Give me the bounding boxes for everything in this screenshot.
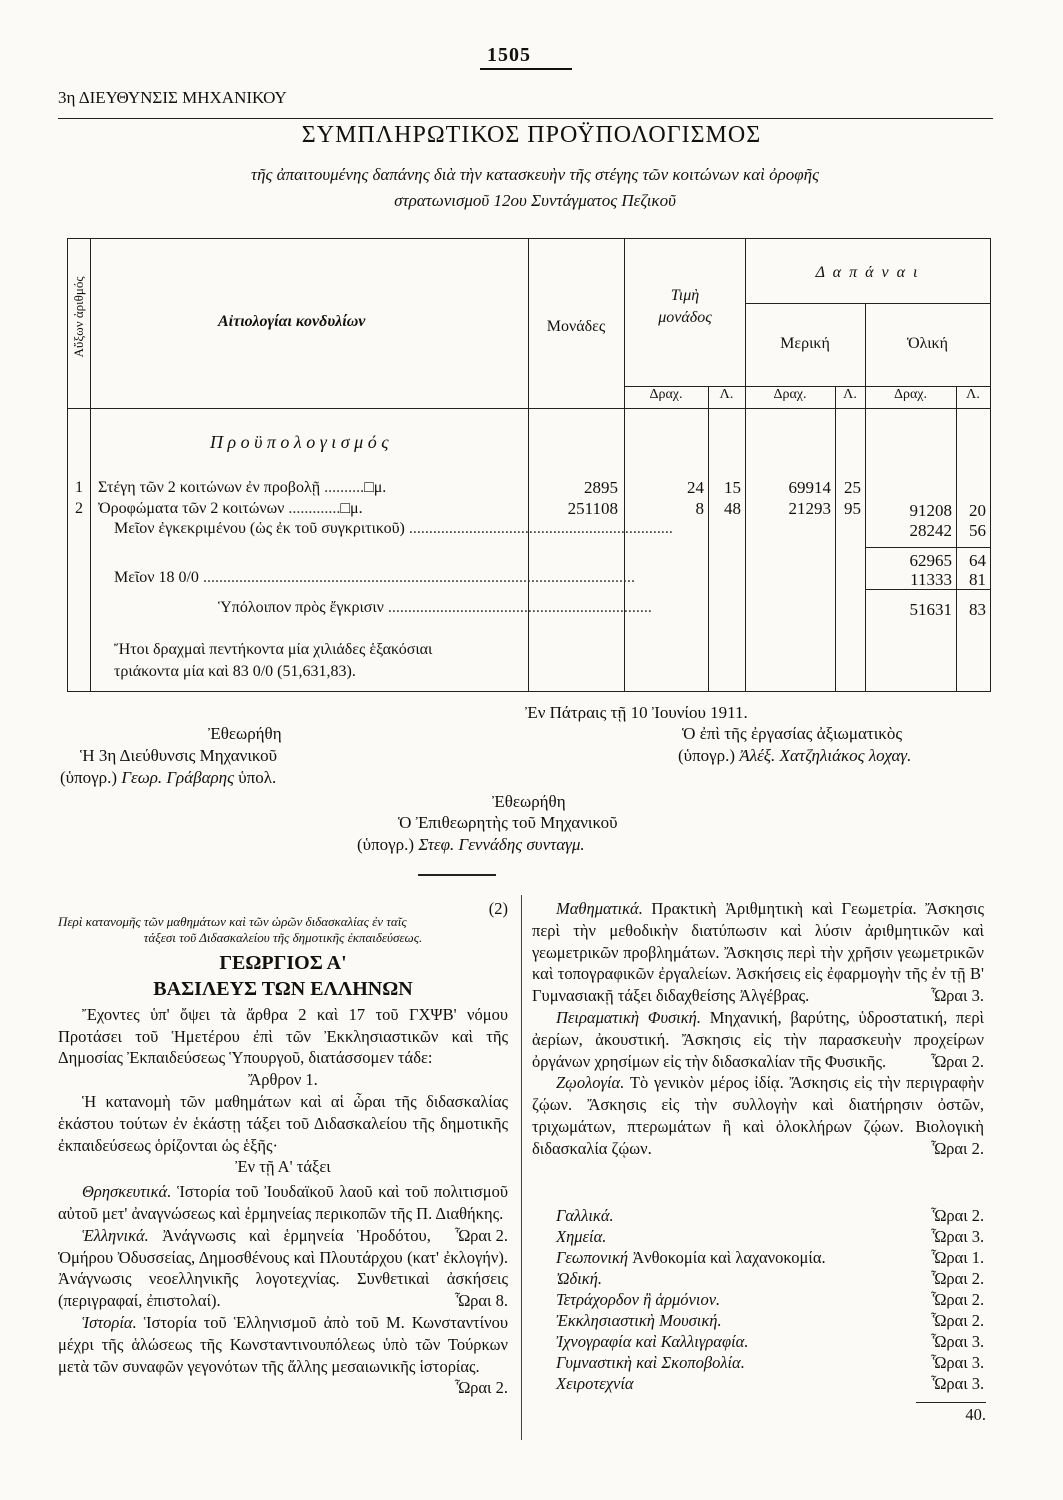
budget-table — [67, 238, 991, 692]
subject-name: Ἑλληνικά. — [82, 1225, 149, 1245]
units-value: 251108 — [567, 499, 618, 518]
subject-hours: Ὧραι 2. — [931, 1311, 985, 1330]
row-description — [98, 479, 523, 497]
list-item — [556, 1269, 985, 1289]
sum-rule — [865, 547, 990, 548]
seen-left: Ἐθεωρήθη — [208, 724, 282, 743]
amount-in-words-1: Ἤτοι δραχμαὶ πεντήκοντα μία χιλιάδες ἑξακόσιαι — [114, 641, 433, 658]
section-heading: 3η ΔΙΕΥΘΥΝΣΙΣ ΜΗΧΑΝΙΚΟΥ — [58, 88, 287, 107]
officer-signature — [678, 746, 911, 766]
subject-hours: Ὧραι 1. — [931, 1248, 985, 1267]
header-drach: Δραχ. — [649, 387, 683, 402]
minus-percent-label: Μεῖον 18 0/0 — [114, 569, 199, 586]
minus-approved-label: Μεῖον ἐγκεκριμένου (ὡς ἐκ τοῦ συγκριτικοῦ) — [114, 520, 405, 537]
header-total: Ὁλική — [907, 335, 948, 352]
page-number: 1505 — [487, 44, 531, 66]
total-lepta: 20 — [969, 501, 986, 520]
header-rule — [58, 118, 993, 119]
class-heading: Ἐν τῇ Α' τάξει — [235, 1157, 331, 1177]
subject-hours: Ὧραι 3. — [931, 1227, 985, 1246]
total-lepta: 56 — [969, 521, 986, 540]
subject-text: Μηχανική, βαρύτης, ὑδροστατική, περὶ ἀερίων, ἀκουστική. Ἄσκησις εἰς τὴν παρασκευὴν προχείρων ὀργάνων χρησίμων εἰς τὴν διδασκαλίαν τῆς Φυσικῆς. — [532, 1007, 984, 1071]
decree-heading-2: τάξεσι τοῦ Διδασκαλείου τῆς δημοτικῆς ἐκπαιδεύσεως. — [143, 929, 423, 945]
subject-text: Πρακτικὴ Ἀριθμητικὴ καὶ Γεωμετρία. Ἄσκησις περὶ τὴν μεθοδικὴν διατύπωσιν καὶ λύσιν ἀριθμητικῶν καὶ γεωμετρικῶν προβλημάτων. Ἄσκησις περὶ τὴν χρῆσιν γεωμετρικῶν καὶ τοπογραφικῶν ἐργαλείων. Ἀσκήσεις εἰς ἐφαρμογὴν τῆς ἐν τῇ Β' Γυμνασιακῇ τάξει διδαχθείσης Ἀλγέβρας. — [532, 899, 984, 1006]
subject-name: Ὠδική. — [556, 1269, 603, 1288]
section-label: Π ρ ο ϋ π ο λ ο γ ι σ μ ό ς — [210, 432, 389, 452]
minus-percent-row — [114, 569, 864, 587]
subject-hours: Ὧραι 2. — [454, 1378, 508, 1398]
section-separator — [418, 874, 496, 876]
row-number: 1 — [75, 479, 83, 496]
signed-note: (ὑπογρ.) — [678, 746, 736, 765]
price-lepta: 48 — [724, 499, 741, 518]
header-aux-number: Αὔξων ἀριθμός — [71, 276, 86, 358]
header-lepta: Λ. — [719, 387, 734, 402]
unit-symbol: □μ. — [364, 479, 387, 496]
subject-hours: Ὧραι 2. — [930, 1051, 984, 1071]
subject-math — [532, 898, 984, 1007]
col-rule — [835, 386, 836, 691]
signer-name: Στεφ. Γεννάδης — [418, 835, 523, 854]
decree-left-column — [58, 898, 508, 1399]
decree-preamble: Ἔχοντες ὑπ' ὄψει τὰ ἄρθρα 2 καὶ 17 τοῦ ΓΧΨΒ' νόμου Προτάσει τοῦ Ἡμετέρου ἐπὶ τῶν Ἐκκλησιαστικῶν καὶ τῆς Δημοσίας Ἐκπαιδεύσεως Ὑπουργοῦ, διατάσσομεν τάδε: — [58, 1004, 508, 1068]
units-value: 2895 — [584, 478, 618, 497]
directorate-signer: Ἡ 3η Διεύθυνσις Μηχανικοῦ — [80, 746, 278, 765]
col-rule — [624, 239, 625, 691]
partial-lepta: 25 — [844, 478, 861, 497]
header-unit-price: Τιμὴ μονάδος — [658, 287, 712, 326]
list-item — [556, 1374, 985, 1394]
col-rule — [708, 386, 709, 691]
total-rule — [916, 1402, 986, 1403]
signer-name: Γεωρ. Γράβαρης — [121, 768, 234, 787]
document-title: ΣΥΜΠΛΗΡΩΤΙΚΟΣ ΠΡΟΫΠΟΛΟΓΙΣΜΟΣ — [301, 122, 762, 148]
remaining-lepta: 83 — [969, 600, 986, 619]
row-description-text: Στέγη τῶν 2 κοιτώνων ἐν προβολῇ — [98, 479, 321, 496]
document-subtitle — [60, 162, 1010, 214]
signer-rank: ὑπολ. — [238, 768, 277, 787]
subject-hours: Ὧραι 8. — [454, 1291, 508, 1311]
subtitle-line-1: τῆς ἀπαιτουμένης δαπάνης διὰ τὴν κατασκευὴν τῆς στέγης τῶν κοιτώνων καὶ ὀροφῆς — [251, 165, 819, 184]
col-rule — [528, 239, 529, 691]
row-rule — [745, 303, 990, 304]
price-drach: 8 — [695, 499, 704, 518]
subtotal-drach: 62965 — [909, 551, 952, 570]
leader-dots: .......... — [320, 479, 365, 496]
column-separator — [521, 895, 522, 1440]
header-drach: Δραχ. — [893, 387, 928, 402]
subject-text: Τὸ γενικὸν μέρος ἰδίᾳ. Ἄσκησις εἰς τὴν περιγραφὴν ζῴων. Ἄσκησις εἰς τὴν συλλογὴν καὶ διατήρησιν ὀστῶν, τριχωμάτων, πτερωμάτων ἢ καὶ ὁλοκλήρων ζῴων. Βιολογικὴ διδασκαλία ζῴων. — [532, 1073, 985, 1158]
signer-name: Ἀλέξ. Χατζηλιάκος — [739, 746, 865, 765]
signer-rank: συνταγμ. — [526, 835, 585, 854]
signed-note: (ὑπογρ.) — [60, 768, 118, 787]
header-description: Αἰτιολογίαι κονδυλίων — [218, 313, 366, 330]
amount-in-words-2: τριάκοντα μία καὶ 83 0/0 (51,631,83). — [114, 663, 356, 680]
seen-center: Ἐθεωρήθη — [492, 792, 566, 811]
subject-hours: Ὧραι 2. — [930, 1138, 984, 1158]
col-rule — [745, 239, 746, 691]
remaining-row — [218, 599, 863, 617]
subject-text: Ἱστορία τοῦ Ἑλληνισμοῦ ἀπὸ τοῦ Μ. Κωνσταντίνου μέχρι τῆς ἁλώσεως τῆς Κωνσταντινουπόλεως ὑπὸ τῶν Τούρκων μετὰ τῶν συναφῶν γεγονότων τῆς ἄλλης μεσαιωνικῆς ἱστορίας. — [58, 1312, 508, 1376]
partial-drach: 21293 — [788, 499, 831, 518]
subject-hours: Ὧραι 3. — [931, 1332, 985, 1351]
signer-rank: λοχαγ. — [868, 746, 912, 765]
subject-hours: Ὧραι 2. — [454, 1225, 508, 1245]
place-date: Ἐν Πάτραις τῇ 10 Ἰουνίου 1911. — [525, 703, 748, 722]
signed-note: (ὑπογρ.) — [357, 835, 415, 854]
header-partial: Μερική — [780, 335, 830, 352]
subject-hours: Ὧραι 3. — [930, 986, 984, 1006]
total-drach: 28242 — [909, 521, 952, 540]
subject-name: Πειραματικὴ Φυσική. — [556, 1007, 701, 1027]
subject-history — [58, 1312, 508, 1398]
row-number: 2 — [75, 500, 83, 517]
header-drach: Δραχ. — [773, 387, 807, 402]
decree-number: (2) — [488, 899, 508, 918]
king-title: ΒΑΣΙΛΕΥΣ ΤΩΝ ΕΛΛΗΝΩΝ — [153, 977, 413, 1000]
subject-hours: Ὧραι 2. — [931, 1269, 985, 1288]
subject-hours: Ὧραι 2. — [931, 1290, 985, 1309]
subject-name: Θρησκευτικά. — [82, 1182, 172, 1202]
subject-hours: Ὧραι 2. — [931, 1206, 985, 1225]
subject-hours: Ὧραι 3. — [931, 1374, 985, 1393]
inspector-signature — [357, 835, 585, 855]
partial-drach: 69914 — [788, 478, 831, 497]
subject-hours: Ὧραι 3. — [931, 1353, 985, 1372]
list-item — [556, 1353, 985, 1373]
list-item — [556, 1290, 985, 1310]
total-lepta: 81 — [969, 570, 986, 589]
subject-name: Ἐκκλησιαστικὴ Μουσική. — [556, 1311, 722, 1330]
subtitle-line-2: στρατωνισμοῦ 12ου Συντάγματος Πεζικοῦ — [394, 191, 676, 210]
subject-text: Ἱστορία τοῦ Ἰουδαϊκοῦ λαοῦ καὶ τοῦ πολιτισμοῦ αὐτοῦ μετ' ἀναγνώσεως καὶ ἑρμηνείας περικοπῶν τῆς Π. Διαθήκης. — [58, 1182, 508, 1223]
subject-zoology — [532, 1072, 984, 1159]
subject-name: Ζῳολογία. — [556, 1073, 625, 1093]
list-item — [556, 1332, 985, 1352]
subject-name: Γαλλικά. — [556, 1206, 614, 1225]
header-bottom-rule — [68, 408, 990, 409]
subject-text: Ἀνάγνωσις καὶ ἑρμηνεία Ἡροδότου, Ὁμήρου Ὀδυσσείας, Δημοσθένους καὶ Πλουτάρχου (κατ' ἐκλογήν). Ἀνάγνωσις νεοελληνικῆς λογοτεχνίας. Συνθετικαὶ ἀσκήσεις (περιγραφαί, ἐπιστολαί). — [58, 1225, 508, 1311]
officer-title: Ὁ ἐπὶ τῆς ἐργασίας ἀξιωματικὸς — [682, 724, 903, 743]
inspector-title: Ὁ Ἐπιθεωρητὴς τοῦ Μηχανικοῦ — [398, 813, 618, 832]
row-description-text: Ὀροφώματα τῶν 2 κοιτώνων — [98, 500, 285, 517]
remaining-label: Ὑπόλοιπον πρὸς ἔγκρισιν — [218, 599, 384, 616]
leader-dots: .................................................................. — [383, 599, 652, 616]
row-description — [98, 500, 523, 518]
leader-dots: ............. — [284, 500, 341, 517]
subject-text: Ἀνθοκομία καὶ λαχανοκομία. — [632, 1248, 826, 1267]
unit-symbol: □μ. — [340, 500, 363, 517]
col-rule — [90, 239, 91, 691]
subject-name: Χημεία. — [556, 1227, 607, 1246]
subject-list — [556, 1206, 986, 1436]
partial-lepta: 95 — [844, 499, 861, 518]
header-expenses: Δ α π ά ν α ι — [815, 264, 920, 281]
list-item — [556, 1206, 985, 1226]
total-drach: 11333 — [910, 570, 952, 589]
decree-right-column — [532, 898, 984, 1160]
article-text: Ἡ κατανομὴ τῶν μαθημάτων καὶ αἱ ὧραι τῆς διδασκαλίας ἑκάστου τούτων ἐν ἑκάστῃ τάξει τοῦ Διδασκαλείου τῆς δημοτικῆς ἐκπαιδεύσεως ὁρίζονται ὡς ἑξῆς· — [58, 1091, 508, 1155]
decree-heading-1: Περὶ κατανομῆς τῶν μαθημάτων καὶ τῶν ὡρῶν διδασκαλίας ἐν ταῖς — [58, 913, 407, 929]
subject-physics — [532, 1007, 984, 1072]
header-units: Μονάδες — [546, 318, 606, 335]
leader-dots: ............................................................................................................ — [198, 569, 635, 586]
col-rule — [865, 303, 866, 691]
leader-dots: .................................................................. — [404, 520, 673, 537]
minus-approved-row — [114, 520, 864, 538]
total-drach: 91208 — [909, 501, 952, 520]
list-item — [556, 1311, 985, 1331]
subject-name: Χειροτεχνία — [556, 1374, 634, 1393]
page-number-underline — [480, 68, 572, 70]
total-hours: 40. — [965, 1405, 986, 1424]
price-drach: 24 — [687, 478, 704, 497]
subject-name: Γυμναστικὴ καὶ Σκοποβολία. — [556, 1353, 745, 1372]
subtotal-lepta: 64 — [969, 551, 986, 570]
header-lepta: Λ. — [843, 387, 857, 402]
king-name: ΓΕΩΡΓΙΟΣ Α' — [219, 951, 347, 974]
subject-name: Τετράχορδον ἢ ἁρμόνιον. — [556, 1290, 721, 1309]
article-heading: Ἄρθρον 1. — [248, 1070, 318, 1090]
header-lepta: Λ. — [966, 387, 980, 402]
subject-name: Γεωπονική — [556, 1248, 629, 1267]
list-item — [556, 1227, 985, 1247]
remaining-drach: 51631 — [909, 600, 952, 619]
subject-name: Μαθηματικά. — [556, 899, 643, 918]
list-item — [556, 1248, 985, 1268]
price-lepta: 15 — [724, 478, 741, 497]
subject-name: Ἱστορία. — [82, 1312, 137, 1332]
directorate-signature — [60, 768, 276, 788]
subject-name: Ἰχνογραφία καὶ Καλλιγραφία. — [556, 1332, 749, 1351]
